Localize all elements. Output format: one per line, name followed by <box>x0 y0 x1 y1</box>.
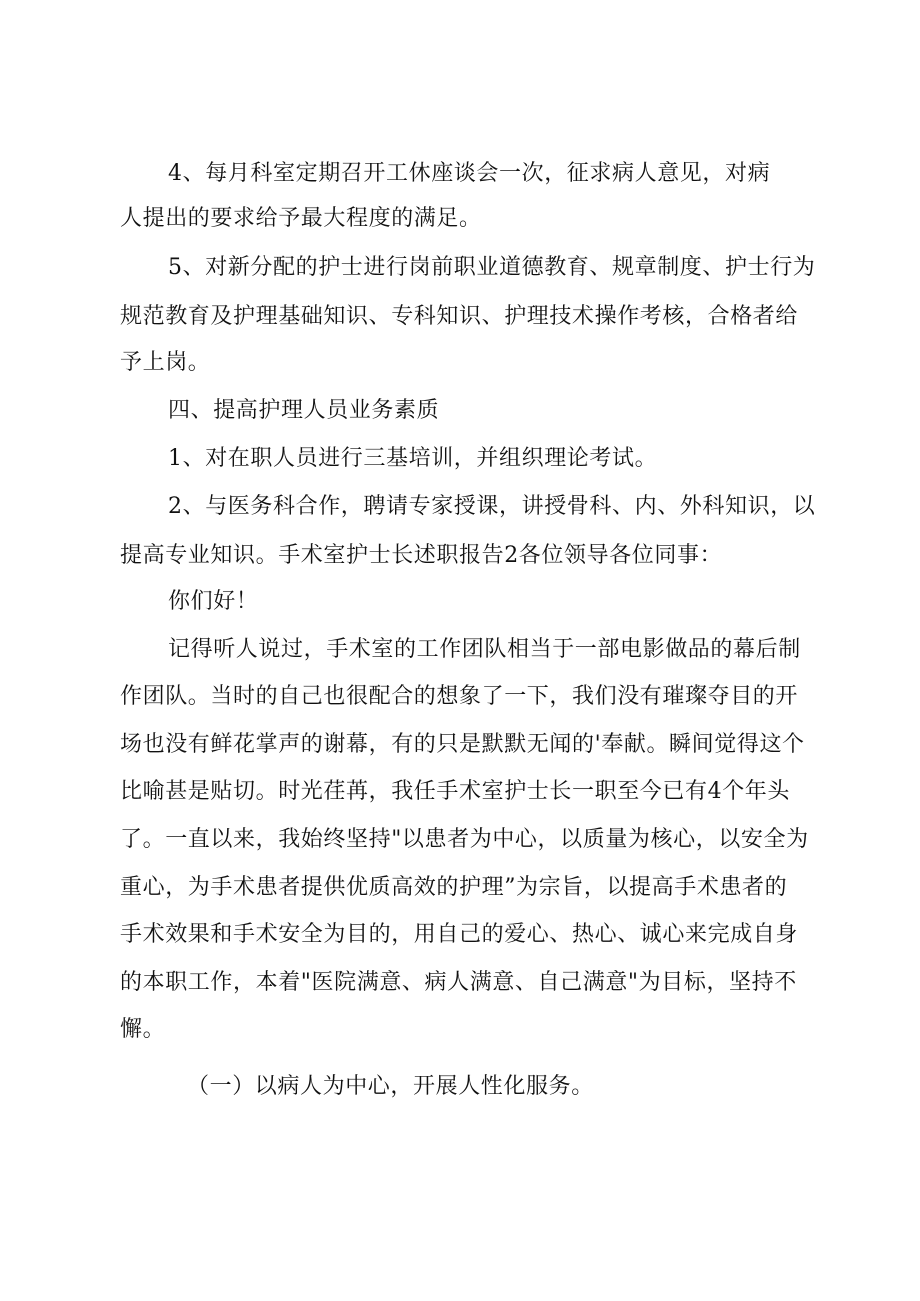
text-line: 予上岗。 <box>120 350 211 375</box>
text-line: 提高专业知识。手术室护士长述职报告2各位领导各位同事： <box>120 543 723 568</box>
text-line: 场也没有鲜花掌声的谢幕，有的只是默默无闻的'奉献。瞬间觉得这个 <box>120 732 805 757</box>
text-line: 规范教育及护理基础知识、专科知识、护理技术操作考核，合格者给 <box>120 304 799 329</box>
text-line: 了。一直以来，我始终坚持"以患者为中心，以质量为核心，以安全为 <box>120 827 809 852</box>
text-line: 比喻甚是贴切。时光荏苒，我任手术室护士长一职至今已有4个年头 <box>120 779 790 804</box>
text-line: 2、与医务科合作，聘请专家授课，讲授骨科、内、外科知识，以 <box>168 494 816 519</box>
text-line: 懈。 <box>120 1017 166 1042</box>
text-line: 作团队。当时的自己也很配合的想象了一下，我们没有璀璨夺目的开 <box>120 684 799 709</box>
text-line: 的本职工作，本着"医院满意、病人满意、自己满意"为目标，坚持不 <box>120 970 797 995</box>
text-line: 记得听人说过，手术室的工作团队相当于一部电影做品的幕后制 <box>168 637 801 662</box>
greeting-line: 你们好！ <box>168 589 259 614</box>
section-heading: 四、提高护理人员业务素质 <box>168 398 440 423</box>
text-line: 重心，为手术患者提供优质高效的护理”为宗旨，以提高手术患者的 <box>120 875 788 900</box>
subsection-heading: （一）以病人为中心，开展人性化服务。 <box>187 1074 594 1099</box>
text-line: 5、对新分配的护士进行岗前职业道德教育、规章制度、护士行为 <box>168 255 816 280</box>
text-line: 手术效果和手术安全为目的，用自己的爱心、热心、诚心来完成自身 <box>120 922 799 947</box>
text-line: 4、每月科室定期召开工休座谈会一次，征求病人意见，对病 <box>168 161 771 186</box>
text-line: 人提出的要求给予最大程度的满足。 <box>120 206 482 231</box>
text-line: 1、对在职人员进行三基培训，并组织理论考试。 <box>168 446 658 471</box>
